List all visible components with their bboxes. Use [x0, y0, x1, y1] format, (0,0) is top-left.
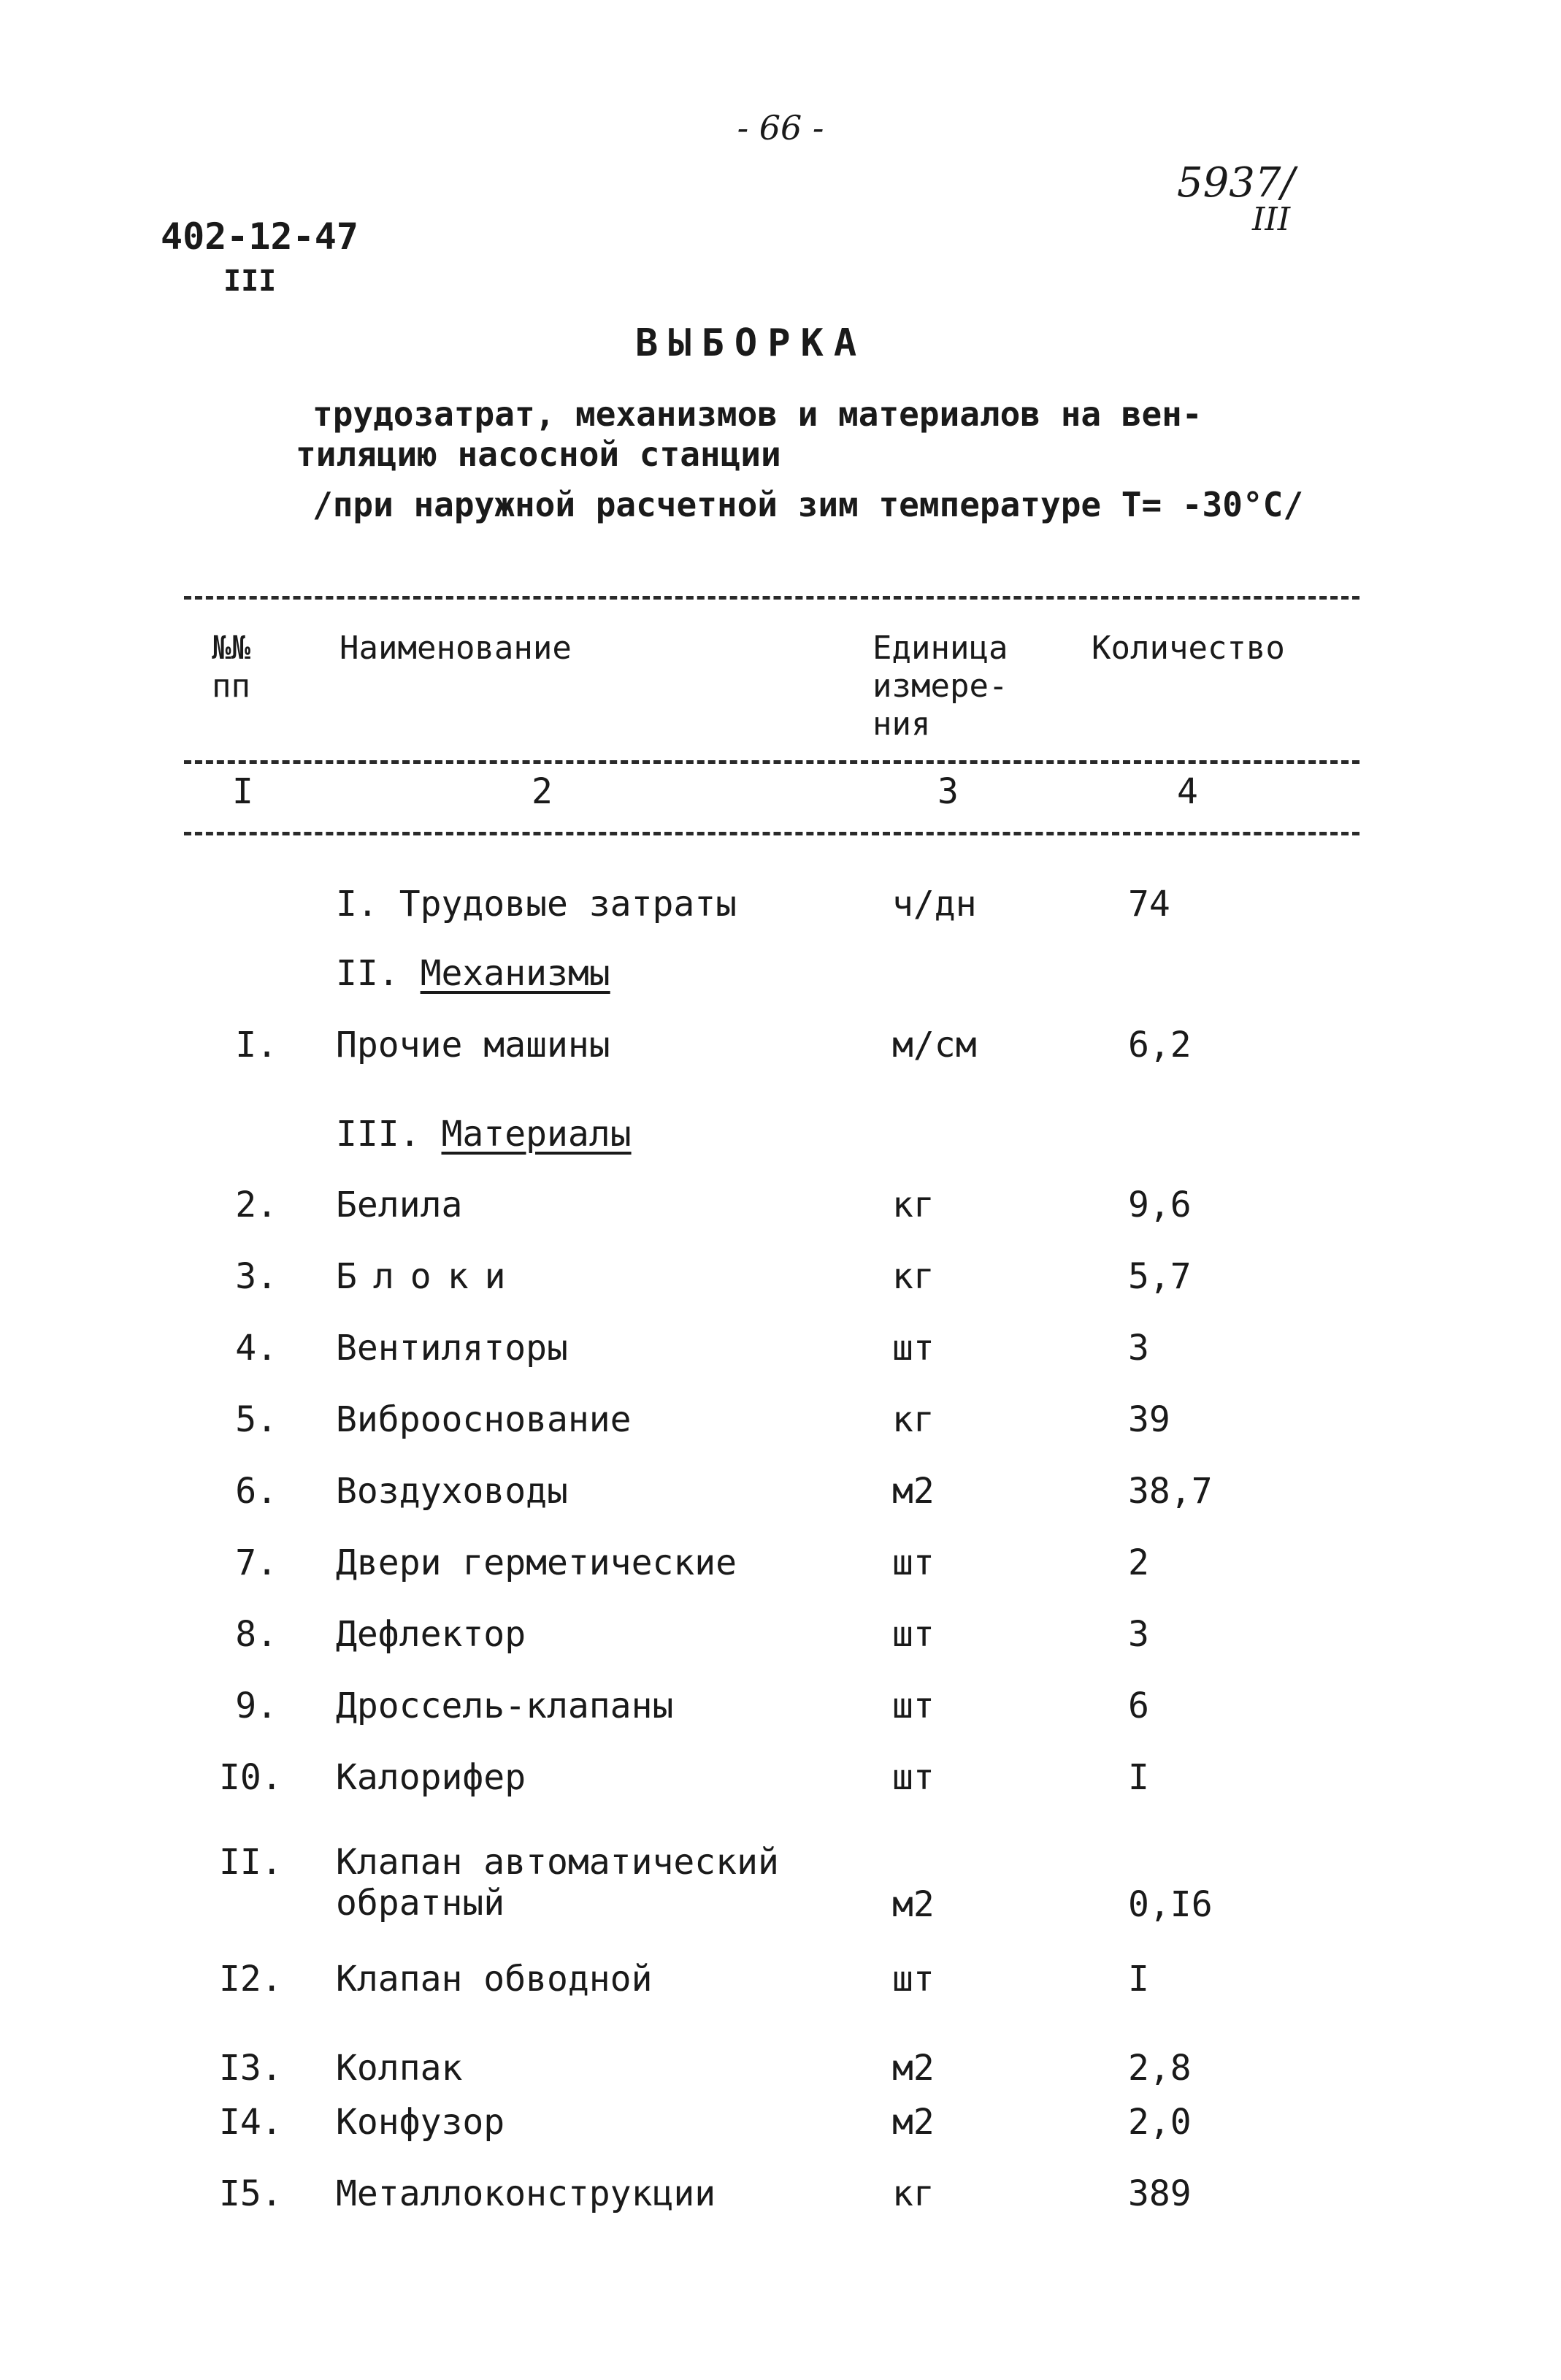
document-code: 402-12-47 — [161, 215, 358, 258]
header-number — [212, 630, 250, 705]
row-unit: м2 — [892, 2048, 935, 2089]
labor-unit: ч/дн — [892, 884, 977, 925]
header-divider — [184, 760, 1359, 764]
row-number: I0. — [219, 1757, 283, 1798]
section-mechanisms-prefix: II. — [336, 953, 399, 994]
row-quantity: 6 — [1128, 1685, 1149, 1726]
row-name-line-2: обратный — [336, 1883, 505, 1924]
row-number: I3. — [219, 2048, 283, 2089]
header-unit-line-1: Единица — [872, 630, 1008, 667]
row-unit: м2 — [892, 1884, 935, 1925]
row-number: 3. — [235, 1256, 277, 1297]
document-title: ВЫБОРКА — [635, 321, 867, 365]
row-quantity: 3 — [1128, 1328, 1149, 1369]
table-row — [0, 1757, 1561, 1801]
row-quantity: 3 — [1128, 1614, 1149, 1655]
subtitle-line-3: /при наружной расчетной зим температуре Т= -30°С/ — [312, 485, 1304, 524]
row-name — [336, 1842, 779, 1924]
page-number: - 66 - — [737, 108, 824, 148]
column-number-1: I — [232, 771, 253, 812]
row-name: Белила — [336, 1185, 463, 1225]
row-name: Металлоконструкции — [336, 2173, 716, 2214]
row-number: I4. — [219, 2102, 283, 2143]
row-number: I. — [235, 1025, 277, 1065]
subtitle-line-1: трудозатрат, механизмов и материалов на вен- — [312, 394, 1203, 434]
row-quantity: 0,I6 — [1128, 1884, 1213, 1925]
row-quantity: 39 — [1128, 1399, 1170, 1440]
row-quantity: I — [1128, 1757, 1149, 1798]
header-number-line-1: №№ — [212, 630, 250, 667]
table-row — [0, 1256, 1561, 1300]
row-quantity: 6,2 — [1128, 1025, 1192, 1065]
row-unit: шт — [892, 1685, 935, 1726]
header-number-line-2: пп — [212, 667, 250, 705]
section-materials-title: Материалы — [441, 1114, 632, 1155]
row-unit: шт — [892, 1614, 935, 1655]
section-materials — [336, 1114, 632, 1155]
table-row — [0, 1328, 1561, 1371]
row-number: 4. — [235, 1328, 277, 1369]
row-number: 9. — [235, 1685, 277, 1726]
row-name: Виброоснование — [336, 1399, 632, 1440]
row-unit: кг — [892, 2173, 935, 2214]
row-quantity: 38,7 — [1128, 1471, 1213, 1512]
table-row-labor — [0, 884, 1561, 927]
row-number: 2. — [235, 1185, 277, 1225]
row-name: Клапан обводной — [336, 1959, 653, 2000]
row-unit: кг — [892, 1256, 935, 1297]
section-materials-prefix: III. — [336, 1114, 421, 1155]
row-quantity: 2 — [1128, 1542, 1149, 1583]
row-name: Вентиляторы — [336, 1328, 568, 1369]
row-name: Воздуховоды — [336, 1471, 568, 1512]
table-row — [0, 1959, 1561, 2002]
table-row — [0, 2173, 1561, 2217]
document-part: III — [223, 264, 277, 298]
row-number: 5. — [235, 1399, 277, 1440]
row-unit: кг — [892, 1399, 935, 1440]
row-name: Колпак — [336, 2048, 463, 2089]
row-unit: шт — [892, 1757, 935, 1798]
table-row — [0, 1471, 1561, 1515]
row-unit: шт — [892, 1328, 935, 1369]
column-number-3: 3 — [937, 771, 959, 812]
row-quantity: 2,8 — [1128, 2048, 1192, 2089]
table-row — [0, 1842, 1561, 1929]
row-quantity: I — [1128, 1959, 1149, 2000]
row-number: 7. — [235, 1542, 277, 1583]
row-name: Дефлектор — [336, 1614, 526, 1655]
header-unit — [872, 630, 1008, 743]
row-unit: м/см — [892, 1025, 977, 1065]
table-row — [0, 1685, 1561, 1729]
row-number: II. — [219, 1842, 283, 1883]
table-row — [0, 1614, 1561, 1658]
row-quantity: 9,6 — [1128, 1185, 1192, 1225]
column-numbers-divider — [184, 832, 1359, 835]
subtitle-line-2: тиляцию насосной станции — [296, 435, 781, 474]
table-row — [0, 1542, 1561, 1586]
row-quantity: 389 — [1128, 2173, 1192, 2214]
archive-stamp-number: 5937/ — [1177, 159, 1295, 207]
labor-name: I. Трудовые затраты — [336, 884, 737, 925]
header-quantity: Количество — [1092, 630, 1285, 667]
row-name: Конфузор — [336, 2102, 505, 2143]
table-row — [0, 1399, 1561, 1443]
row-name-line-1: Клапан автоматический — [336, 1842, 779, 1883]
header-unit-line-3: ния — [872, 705, 931, 743]
row-name: Блоки — [336, 1256, 522, 1297]
row-unit: кг — [892, 1185, 935, 1225]
row-number: I5. — [219, 2173, 283, 2214]
table-row — [0, 1025, 1561, 1068]
row-name: Дроссель-клапаны — [336, 1685, 674, 1726]
header-unit-line-2: измере- — [872, 667, 1008, 705]
column-number-4: 4 — [1177, 771, 1198, 812]
archive-stamp-part: III — [1252, 201, 1291, 238]
column-number-2: 2 — [532, 771, 553, 812]
header-name: Наименование — [340, 630, 572, 667]
row-unit: м2 — [892, 2102, 935, 2143]
row-number: 6. — [235, 1471, 277, 1512]
table-row — [0, 2102, 1561, 2146]
row-name: Двери герметические — [336, 1542, 737, 1583]
row-unit: м2 — [892, 1471, 935, 1512]
row-unit: шт — [892, 1959, 935, 2000]
row-quantity: 2,0 — [1128, 2102, 1192, 2143]
table-row — [0, 2048, 1561, 2092]
labor-quantity: 74 — [1128, 884, 1170, 925]
row-quantity: 5,7 — [1128, 1256, 1192, 1297]
section-mechanisms — [336, 953, 610, 994]
row-name: Прочие машины — [336, 1025, 610, 1065]
row-name: Калорифер — [336, 1757, 526, 1798]
table-top-rule — [184, 596, 1359, 600]
table-row — [0, 1185, 1561, 1228]
row-number: I2. — [219, 1959, 283, 2000]
row-number: 8. — [235, 1614, 277, 1655]
row-unit: шт — [892, 1542, 935, 1583]
section-mechanisms-title: Механизмы — [420, 953, 610, 994]
